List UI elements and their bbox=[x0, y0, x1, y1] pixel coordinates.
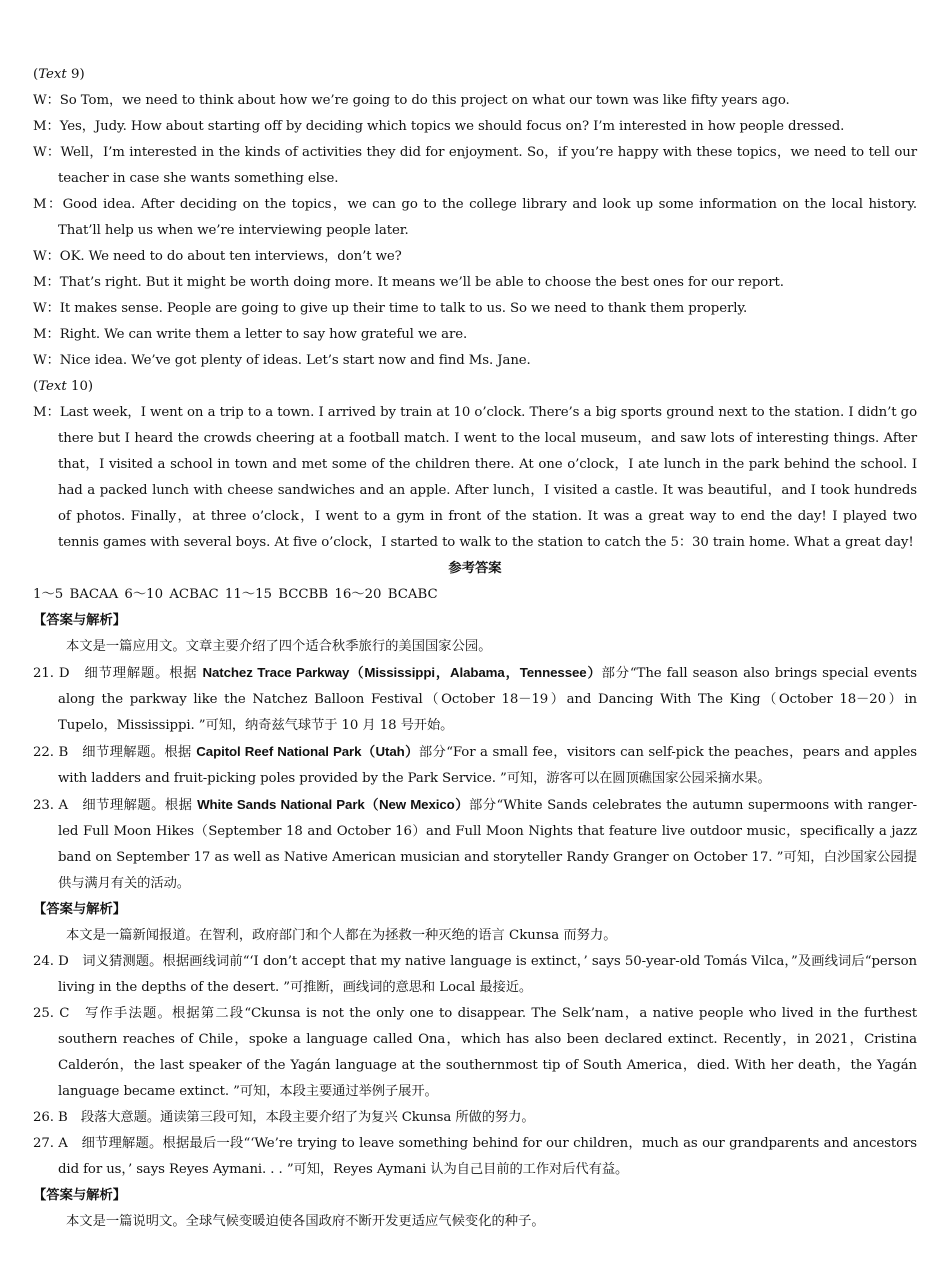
document-page bbox=[33, 62, 917, 1235]
dialogue-line: M：Right. We can write them a letter to say how grateful we are. bbox=[33, 327, 468, 342]
dialogue-line: M：Good idea. After deciding on the topics，we can go to the college library and look up some information on the local history. That’ll help us when we’re interviewing people later. bbox=[33, 197, 917, 238]
text9-label: (Text 9) bbox=[33, 67, 85, 82]
section-intro: 本文是一篇应用文。文章主要介绍了四个适合秋季旅行的美国国家公园。 bbox=[66, 639, 492, 654]
explanation-item: 22. B 细节理解题。根据 Capitol Reef National Park（Utah）部分“For a small fee，visitors can self-pick the peaches，pears and apples with ladders and fruit-picking poles provided by the Park Service. ”可知，游客可以在圆顶礁国家公园采摘水果。 bbox=[33, 744, 917, 786]
passage-heading: Capitol Reef National Park（Utah） bbox=[196, 744, 419, 759]
text10-label: (Text 10) bbox=[33, 379, 94, 394]
dialogue-line: M：Yes，Judy. How about starting off by deciding which topics we should focus on? I’m interested in how people dressed. bbox=[33, 119, 845, 134]
dialogue-line: W：It makes sense. People are going to give up their time to talk to us. So we need to thank them properly. bbox=[33, 301, 748, 316]
explanation-item: 26. B 段落大意题。通读第三段可知，本段主要介绍了为复兴 Ckunsa 所做的努力。 bbox=[33, 1110, 535, 1125]
section-heading: 【答案与解析】 bbox=[33, 902, 127, 917]
explanation-item: 25. C 写作手法题。根据第二段“Ckunsa is not the only one to disappear. The Selk’nam，a native people who lived in the furthest southern reaches of Chile，spoke a language called Ona，which has also been declared extinct. Recently，in 2021，Cristina Calderón，the last speaker of the Yagán language at the southernmost tip of South America，died. With her death，the Yagán language became extinct. ”可知，本段主要通过举例子展开。 bbox=[33, 1006, 917, 1099]
dialogue-line: W：Nice idea. We’ve got plenty of ideas. Let’s start now and find Ms. Jane. bbox=[33, 353, 531, 368]
explanation-item: 21. D 细节理解题。根据 Natchez Trace Parkway（Mississippi，Alabama，Tennessee）部分“The fall season also brings special events along the parkway like the Natchez Balloon Festival（October 18－19）and Dancing With The King（October 18－20）in Tupelo，Mississippi. ”可知，纳奇兹气球节于 10 月 18 号开始。 bbox=[33, 665, 917, 733]
answers-summary: 1～5 BACAA 6～10 ACBAC 11～15 BCCBB 16～20 BCABC bbox=[33, 587, 438, 602]
section-intro: 本文是一篇说明文。全球气候变暖迫使各国政府不断开发更适应气候变化的种子。 bbox=[66, 1214, 545, 1229]
section-intro: 本文是一篇新闻报道。在智利，政府部门和个人都在为拯救一种灭绝的语言 Ckunsa 而努力。 bbox=[66, 928, 617, 943]
explanation-item: 24. D 词义猜测题。根据画线词前“‘I don’t accept that my native language is extinct，’ says 50-year-old Tomás Vilca，”及画线词后“person living in the depths of the desert. ”可推断，画线词的意思和 Local 最接近。 bbox=[33, 954, 917, 995]
passage-heading: Natchez Trace Parkway（Mississippi，Alabama，Tennessee） bbox=[202, 665, 602, 680]
monologue-paragraph: M：Last week，I went on a trip to a town. I arrived by train at 10 o’clock. There’s a big sports ground next to the station. I didn’t go there but I heard the crowds cheering at a football match. I went to the local museum，and saw lots of interesting things. After that，I visited a school in town and met some of the children there. At one o’clock，I ate lunch in the park behind the school. I had a packed lunch with cheese sandwiches and an apple. After lunch，I visited a castle. It was beautiful，and I took hundreds of photos. Finally，at three o’clock，I went to a gym in front of the station. It was a great way to end the day! I played two tennis games with several boys. At five o’clock，I started to walk to the station to catch the 5：30 train home. What a great day! bbox=[33, 405, 917, 550]
passage-heading: White Sands National Park（New Mexico） bbox=[197, 797, 469, 812]
explanation-item: 23. A 细节理解题。根据 White Sands National Park（New Mexico）部分“White Sands celebrates the autumn supermoons with ranger-led Full Moon Hikes（September 18 and October 16）and Full Moon Nights that feature live outdoor music，specifically a jazz band on September 17 as well as Native American musician and storyteller Randy Granger on October 17. ”可知，白沙国家公园提供与满月有关的活动。 bbox=[33, 797, 917, 891]
dialogue-line: W：OK. We need to do about ten interviews，don’t we? bbox=[33, 249, 402, 264]
explanation-item: 27. A 细节理解题。根据最后一段“‘We’re trying to leave something behind for our children，much as our grandparents and ancestors did for us，’ says Reyes Aymani. . . ”可知，Reyes Aymani 认为自己目前的工作对后代有益。 bbox=[33, 1136, 917, 1177]
section-heading: 【答案与解析】 bbox=[33, 613, 127, 628]
dialogue-line: W：So Tom，we need to think about how we’re going to do this project on what our town was like fifty years ago. bbox=[33, 93, 790, 108]
section-heading: 【答案与解析】 bbox=[33, 1188, 127, 1203]
dialogue-line: M：That’s right. But it might be worth doing more. It means we’ll be able to choose the best ones for our report. bbox=[33, 275, 784, 290]
dialogue-line: W：Well，I’m interested in the kinds of activities they did for enjoyment. So，if you’re happy with these topics，we need to tell our teacher in case she wants something else. bbox=[33, 145, 917, 186]
answers-title: 参考答案 bbox=[448, 561, 502, 576]
